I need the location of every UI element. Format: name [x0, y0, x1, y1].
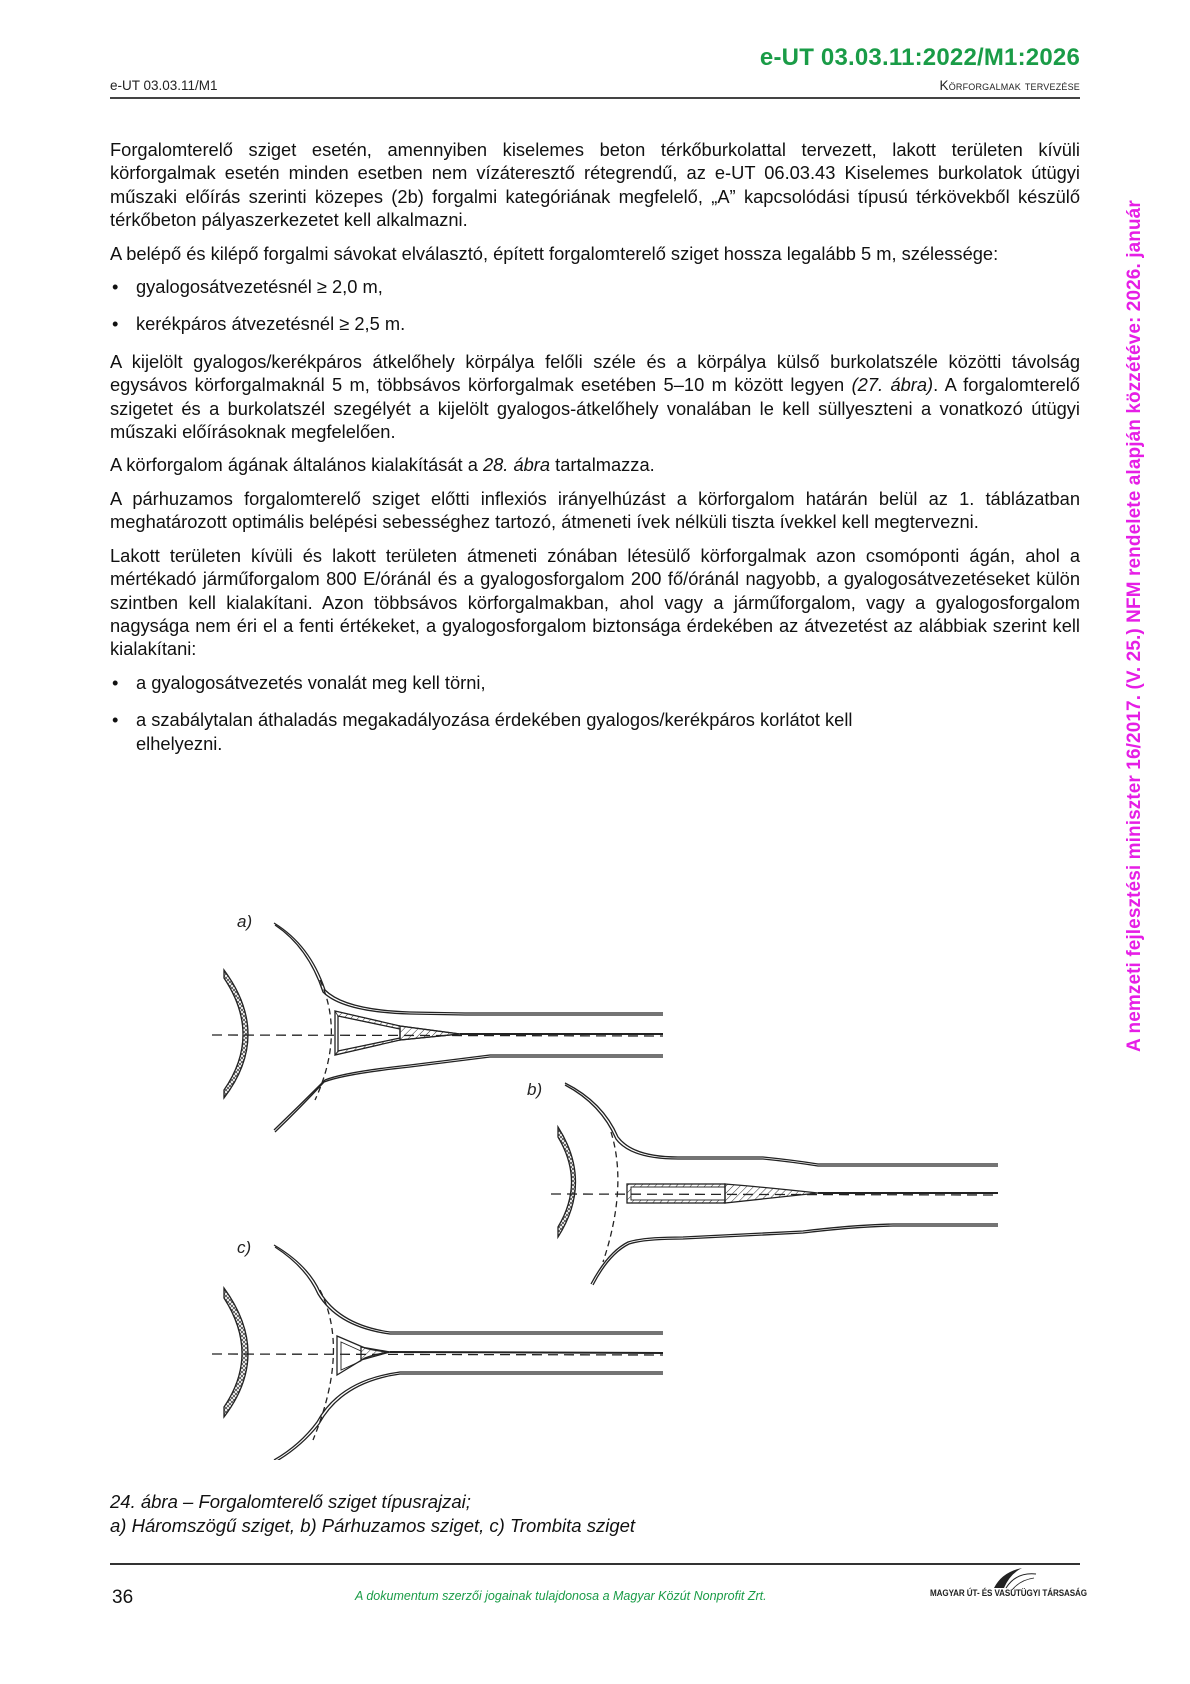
paragraph-4: A körforgalom ágának általános kialakítását a 28. ábra tartalmazza.	[110, 454, 655, 476]
splitter-island-figure	[200, 900, 1060, 1460]
page-number: 36	[112, 1587, 134, 1608]
figure-caption	[110, 1490, 635, 1537]
figure-reference: (27. ábra)	[851, 374, 934, 396]
copyright-note: A dokumentum szerzői jogainak tulajdonosa a Magyar Közút Nonprofit Zrt.	[355, 1589, 767, 1603]
header-section-title: Körforgalmak tervezése	[939, 78, 1080, 93]
figure-label-c: c)	[237, 1238, 252, 1257]
logo-text: MAGYAR ÚT- ÉS VASÚTÜGYI TÁRSASÁG	[930, 1588, 1088, 1599]
road-drawings	[200, 900, 1060, 1460]
paragraph-2: A belépő és kilépő forgalmi sávokat elválasztó, épített forgalomterelő sziget hossza legalább 5 m, szélessége:	[110, 242, 999, 264]
publication-watermark: A nemzeti fejlesztési miniszter 16/2017. (V. 25.) NFM rendelete alapján közzétéve: 2026. január	[1124, 200, 1145, 1052]
list-item: • kerékpáros átvezetésnél ≥ 2,5 m.	[110, 312, 1080, 335]
list-item: • a gyalogosátvezetés vonalát meg kell törni,	[110, 671, 1080, 694]
crossing-list	[110, 671, 1080, 755]
paragraph-3: A kijelölt gyalogos/kerékpáros átkelőhely körpálya felőli széle és a körpálya külső burkolatszéle közötti távolság egysávos körforgalmaknál 5 m, többsávos körforgalmak esetében 5–10 m között legyen (27. ábra). A forgalomterelő szigetet és a burkolatszél szegélyét a kijelölt gyalogos-átkelőhely vonalában le kell süllyeszteni a vonatkozó útügyi műszaki előírásoknak megfelelően.	[110, 350, 1080, 443]
figure-label-a: a)	[237, 912, 253, 931]
figure-reference: 28. ábra	[482, 454, 551, 476]
footer-divider	[110, 1563, 1080, 1565]
body-text	[110, 138, 1080, 769]
society-logo	[930, 1566, 1090, 1606]
logo-swoosh-icon	[992, 1566, 1072, 1590]
diagram-a	[212, 923, 663, 1132]
header-left-code: e-UT 03.03.11/M1	[110, 78, 218, 93]
paragraph-6: Lakott területen kívüli és lakott területen átmeneti zónában létesülő körforgalmak azon csomóponti ágán, ahol a mértékadó járműforgalom 800 E/óránál és a gyalogosforgalom 200 fő/óránál nagyobb, a gyalogosátvezetéseket külön szintben kell kialakítani. Azon többsávos körforgalmakban, ahol vagy a járműforgalom, vagy a gyalogosforgalom nagysága nem éri el a fenti értékeket, a gyalogosforgalom biztonsága érdekében az átvezetést az alábbiak szerint kell kialakítani:	[110, 544, 1080, 660]
diagram-b	[551, 1083, 998, 1285]
caption-title: 24. ábra – Forgalomterelő sziget típusrajzai;	[110, 1491, 471, 1512]
figure-label-b: b)	[527, 1080, 543, 1099]
paragraph-5: A párhuzamos forgalomterelő sziget előtti inflexiós irányelhúzást a körforgalom határán belül az 1. táblázatban meghatározott optimális belépési sebességhez tartozó, átmeneti ívek nélküli tiszta ívekkel kell megtervezni.	[110, 487, 1080, 533]
caption-subtitle: a) Háromszögű sziget, b) Párhuzamos sziget, c) Trombita sziget	[110, 1514, 636, 1536]
header-divider	[110, 97, 1080, 99]
paragraph-1: Forgalomterelő sziget esetén, amennyiben kiselemes beton térkőburkolattal tervezett, lakott területen kívüli körforgalmak esetén minden esetben nem vízáteresztő rétegrendű, az e-UT 06.03.43 Kiselemes burkolatok útügyi műszaki előírás szerinti közepes (2b) forgalmi kategóriának megfelelő, „A” kapcsolódási típusú térkövekből készülő térkőbeton pályaszerkezetet kell alkalmazni.	[110, 139, 1080, 231]
document-code: e-UT 03.03.11:2022/M1:2026	[759, 44, 1080, 71]
width-list	[110, 275, 1080, 336]
list-item: • gyalogosátvezetésnél ≥ 2,0 m,	[110, 275, 1080, 298]
list-item: • a szabálytalan áthaladás megakadályozása érdekében gyalogos/kerékpáros korlátot kell elhelyezni.	[110, 708, 1080, 755]
